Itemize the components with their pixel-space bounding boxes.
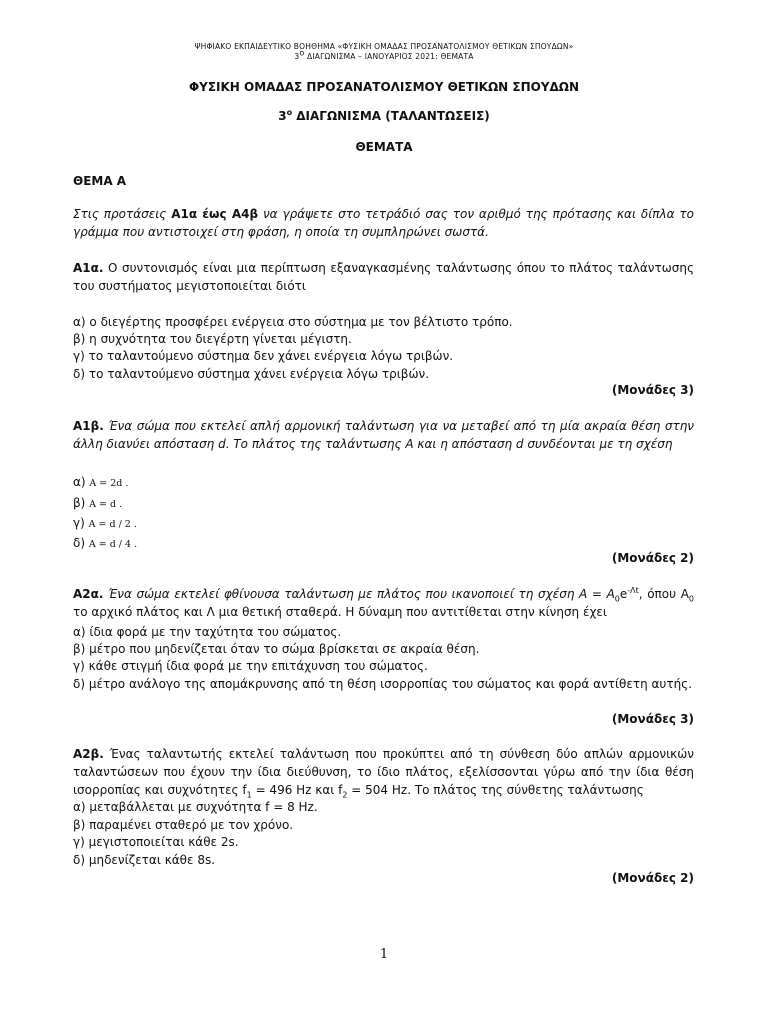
question-a1a-option: β) η συχνότητα του διεγέρτη γίνεται μέγιστη.	[73, 332, 352, 346]
theme-heading: ΘΕΜΑ Α	[73, 174, 127, 188]
question-a2b-option: γ) μεγιστοποιείται κάθε 2s.	[73, 835, 239, 849]
question-a2a-option: β) μέτρο που μηδενίζεται όταν το σώμα βρίσκεται σε ακραία θέση.	[73, 642, 480, 656]
question-a2a-option: α) ίδια φορά με την ταχύτητα του σώματος.	[73, 625, 342, 639]
subject-title: ΦΥΣΙΚΗ ΟΜΑΔΑΣ ΠΡΟΣΑΝΑΤΟΛΙΣΜΟΥ ΘΕΤΙΚΩΝ ΣΠΟΥΔΩΝ	[188, 80, 580, 94]
question-a2b-option: α) μεταβάλλεται με συχνότητα f = 8 Hz.	[73, 800, 318, 814]
instructions-paragraph: Στις προτάσεις Α1α έως Α4β να γράψετε στο τετράδιό σας τον αριθμό της πρότασης και δίπλα το γράμμα που αντιστοιχεί στη φράση, η οποία τη συμπληρώνει σωστά.	[73, 207, 694, 239]
section-title: ΘΕΜΑΤΑ	[355, 140, 413, 154]
question-a2b-stem: Α2β. Ένας ταλαντωτής εκτελεί ταλάντωση που προκύπτει από τη σύνθεση δύο απλών αρμονικών ταλαντώσεων που έχουν την ίδια διεύθυνση, το ίδιο πλάτος, εξελίσσονται γύρω από την ίδια θέση ισορροπίας και συχνότητες $f_1 = 496$ Hz και $f_2 = 504$ Hz. Το πλάτος της σύνθετης ταλάντωσης	[73, 747, 694, 800]
question-a1b-stem: Α1β. Ένα σώμα που εκτελεί απλή αρμονική ταλάντωση για να μεταβεί από τη μία ακραία θέση στην άλλη διανύει απόσταση d. Το πλάτος της ταλάντωσης A και η απόσταση d συνδέονται με τη σχέση	[73, 419, 694, 451]
question-a1a-marks: (Μονάδες 3)	[611, 383, 694, 397]
exam-title: $3^o$ ΔΙΑΓΩΝΙΣΜΑ (ΤΑΛΑΝΤΩΣΕΙΣ)	[278, 108, 490, 123]
question-a2b-option: δ) μηδενίζεται κάθε 8s.	[73, 853, 216, 867]
page-number: 1	[379, 947, 389, 962]
question-a2a-option: δ) μέτρο ανάλογο της απομάκρυνσης από τη θέση ισορροπίας του σώματος και φορά αντίθετη αυτής.	[73, 677, 693, 691]
question-a1a-option: α) ο διεγέρτης προσφέρει ενέργεια στο σύστημα με τον βέλτιστο τρόπο.	[73, 315, 513, 329]
question-a1a-option: γ) το ταλαντούμενο σύστημα δεν χάνει ενέργεια λόγω τριβών.	[73, 349, 454, 363]
question-a2a-option: γ) κάθε στιγμή ίδια φορά με την επιτάχυνση του σώματος.	[73, 659, 428, 673]
question-a2a-marks: (Μονάδες 3)	[611, 712, 694, 726]
header-line-2: $3^o$ ΔΙΑΓΩΝΙΣΜΑ – ΙΑΝΟΥΑΡΙΟΣ 2021: ΘΕΜΑΤΑ	[294, 48, 474, 61]
question-a2b-option: β) παραμένει σταθερό με τον χρόνο.	[73, 818, 294, 832]
question-a1b-option: α) A = 2d .	[73, 475, 129, 489]
question-a1b-option: β) A = d .	[73, 496, 123, 510]
question-a1a-option: δ) το ταλαντούμενο σύστημα χάνει ενέργεια λόγω τριβών.	[73, 367, 430, 381]
question-a1b-option: γ) A = d / 2 .	[73, 516, 137, 530]
question-a1a-stem: Α1α. Ο συντονισμός είναι μια περίπτωση εξαναγκασμένης ταλάντωσης όπου το πλάτος ταλάντωσης του συστήματος μεγιστοποιείται διότι	[73, 261, 694, 293]
question-a2a-stem: Α2α. Ένα σώμα εκτελεί φθίνουσα ταλάντωση με πλάτος που ικανοποιεί τη σχέση $A = A_0e^{-\Lambda t}$, όπου $A_0$ το αρχικό πλάτος και Λ μια θετική σταθερά. Η δύναμη που αντιτίθεται στην κίνηση έχει	[73, 586, 694, 619]
question-a2b-marks: (Μονάδες 2)	[611, 871, 694, 885]
question-a1b-marks: (Μονάδες 2)	[611, 551, 694, 565]
header-line-1: ΨΗΦΙΑΚΟ ΕΚΠΑΙΔΕΥΤΙΚΟ ΒΟΗΘΗΜΑ «ΦΥΣΙΚΗ ΟΜΑΔΑΣ ΠΡΟΣΑΝΑΤΟΛΙΣΜΟΥ ΘΕΤΙΚΩΝ ΣΠΟΥΔΩΝ»	[194, 42, 574, 51]
question-a1b-option: δ) A = d / 4 .	[73, 536, 138, 550]
